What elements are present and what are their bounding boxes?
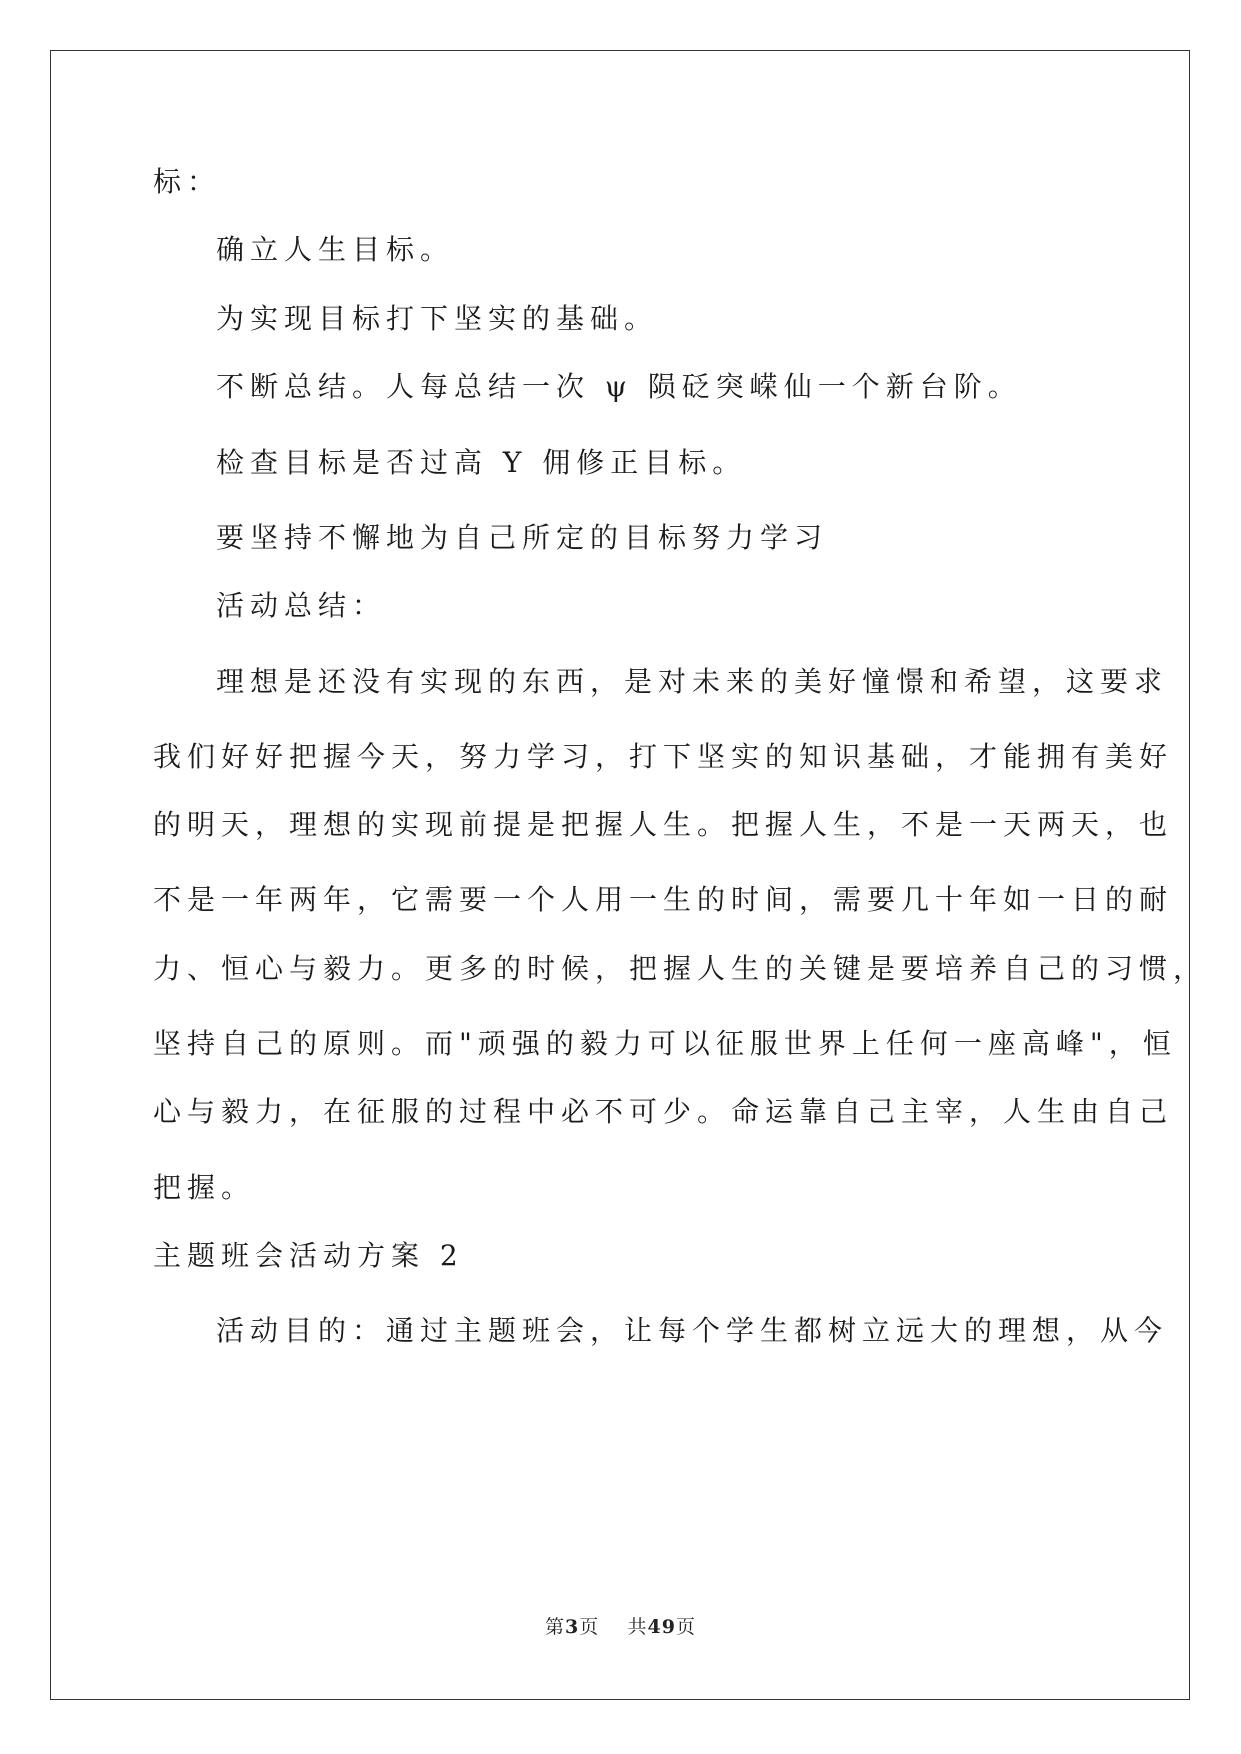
page-number: 3 — [565, 1616, 580, 1638]
footer-prefix: 第 — [545, 1616, 566, 1638]
text-line: 确立人生目标。 — [216, 233, 455, 266]
paragraph-line: 把握。 — [153, 1171, 256, 1204]
section-title: 主题班会活动方案 2 — [153, 1239, 464, 1272]
paragraph-line: 坚持自己的原则。而"顽强的毅力可以征服世界上任何一座高峰"，恒 — [153, 1027, 1177, 1060]
page-border — [50, 50, 1190, 1700]
text-line: 检查目标是否过高 Y 佣修正目标。 — [216, 446, 747, 479]
paragraph-line: 不是一年两年，它需要一个人用一生的时间，需要几十年如一日的耐 — [153, 883, 1174, 916]
footer-page-suffix: 页 — [579, 1616, 600, 1638]
footer-total-prefix: 共 — [627, 1616, 648, 1638]
paragraph-line: 力、恒心与毅力。更多的时候，把握人生的关键是要培养自己的习惯， — [153, 952, 1208, 985]
text-line: 不断总结。人每总结一次 ψ 陨砭突嵘仙一个新台阶。 — [216, 370, 1022, 403]
text-line: 标： — [153, 165, 222, 198]
paragraph-line: 的明天，理想的实现前提是把握人生。把握人生，不是一天两天，也 — [153, 808, 1174, 841]
total-pages: 49 — [647, 1616, 676, 1638]
text-line: 为实现目标打下坚实的基础。 — [216, 302, 659, 335]
paragraph-line: 理想是还没有实现的东西，是对未来的美好憧憬和希望，这要求 — [216, 665, 1169, 698]
paragraph-line: 心与毅力，在征服的过程中必不可少。命运靠自己主宰，人生由自己 — [153, 1095, 1174, 1128]
section-heading: 活动总结： — [216, 589, 387, 622]
paragraph-line: 活动目的：通过主题班会，让每个学生都树立远大的理想，从今 — [216, 1314, 1169, 1347]
footer-total-suffix: 页 — [675, 1616, 696, 1638]
text-line: 要坚持不懈地为自己所定的目标努力学习 — [216, 521, 829, 554]
page-footer — [0, 1612, 1241, 1639]
paragraph-line: 我们好好把握今天，努力学习，打下坚实的知识基础，才能拥有美好 — [153, 740, 1174, 773]
